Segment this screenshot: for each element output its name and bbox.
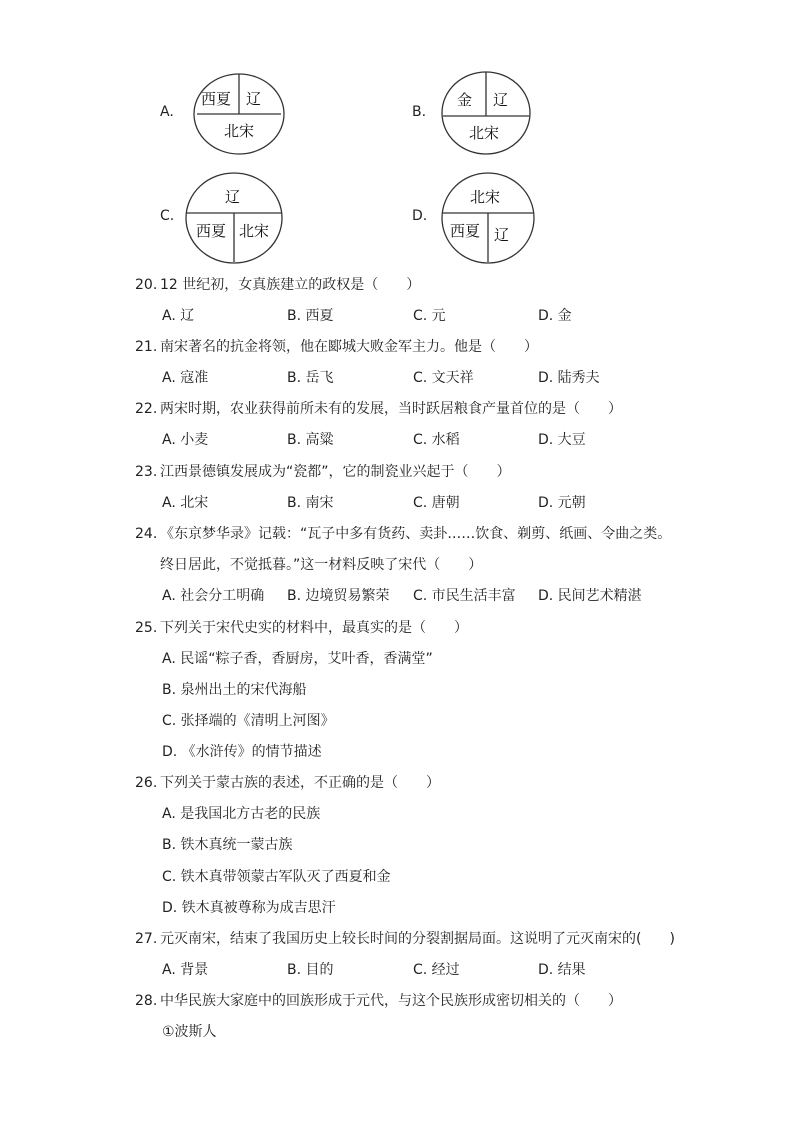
question-24-stem-cont: [160, 556, 482, 574]
question-number: 26.: [135, 775, 158, 791]
question-26-stem: [135, 774, 440, 792]
question-26-option-b[interactable]: B. 铁木真统一蒙古族: [162, 837, 293, 853]
question-25-stem: [135, 619, 468, 637]
diagram-d-circle: [438, 170, 538, 266]
option-d[interactable]: D. 金: [538, 308, 572, 324]
option-a[interactable]: A. 辽: [162, 308, 195, 324]
option-a[interactable]: A. 背景: [162, 962, 209, 978]
question-25-option-c[interactable]: C. 张择端的《清明上河图》: [162, 713, 335, 729]
diagram-option-c-letter: C.: [160, 208, 175, 224]
question-text-line-1: 《东京梦华录》记载：“瓦子中多有货药、卖卦……饮食、剃剪、纸画、令曲之类。: [160, 526, 672, 542]
question-text: 下列关于蒙古族的表述，不正确的是（ ）: [160, 775, 440, 791]
option-b[interactable]: B. 目的: [287, 962, 334, 978]
option-c[interactable]: C. 市民生活丰富: [413, 588, 516, 604]
option-a[interactable]: A. 小麦: [162, 432, 209, 448]
option-b[interactable]: B. 西夏: [287, 308, 334, 324]
option-a[interactable]: A. 社会分工明确: [162, 588, 265, 604]
question-26-option-c[interactable]: C. 铁木真带领蒙古军队灭了西夏和金: [162, 869, 391, 885]
question-25-option-a[interactable]: A. 民谣“粽子香，香厨房，艾叶香，香满堂”: [162, 651, 433, 667]
diagram-b-top-left: 金: [457, 91, 473, 109]
diagram-c-bottom-right: 北宋: [239, 222, 270, 240]
question-text: 下列关于宋代史实的材料中，最真实的是（ ）: [160, 620, 468, 636]
question-26-option-d[interactable]: D. 铁木真被尊称为成吉思汗: [162, 900, 336, 916]
diagram-b-bottom: 北宋: [469, 124, 500, 142]
question-25-option-d[interactable]: D. 《水浒传》的情节描述: [162, 744, 322, 760]
option-a[interactable]: A. 寇准: [162, 370, 209, 386]
question-22-stem: [135, 400, 622, 418]
option-c[interactable]: C. 文天祥: [413, 370, 474, 386]
option-c[interactable]: C. 水稻: [413, 432, 460, 448]
diagram-d-top: 北宋: [470, 188, 501, 206]
option-d[interactable]: D. 民间艺术精湛: [538, 588, 642, 604]
option-b[interactable]: B. 南宋: [287, 495, 334, 511]
option-b[interactable]: B. 岳飞: [287, 370, 334, 386]
question-text-line-2: 终日居此，不觉抵暮。”这一材料反映了宋代（ ）: [160, 557, 483, 573]
option-d[interactable]: D. 结果: [538, 962, 586, 978]
option-b[interactable]: B. 边境贸易繁荣: [287, 588, 390, 604]
question-27-stem: [135, 930, 675, 948]
question-23-stem: [135, 463, 511, 481]
option-c[interactable]: C. 唐朝: [413, 495, 460, 511]
diagram-a-top-left: 西夏: [201, 90, 232, 108]
diagram-c-circle: [182, 170, 286, 266]
diagram-a-circle: [189, 70, 289, 158]
option-d[interactable]: D. 陆秀夫: [538, 370, 600, 386]
question-number: 21.: [135, 339, 158, 355]
question-25-option-b[interactable]: B. 泉州出土的宋代海船: [162, 682, 307, 698]
diagram-a-bottom: 北宋: [224, 122, 255, 140]
question-21-stem: [135, 338, 538, 356]
diagram-a-top-right: 辽: [246, 90, 262, 108]
option-b[interactable]: B. 高粱: [287, 432, 334, 448]
diagram-b-top-right: 辽: [493, 91, 509, 109]
option-d[interactable]: D. 元朝: [538, 495, 586, 511]
question-number: 25.: [135, 620, 158, 636]
question-text: 南宋著名的抗金将领，他在郾城大败金军主力。他是（ ）: [160, 339, 538, 355]
question-text: 元灭南宋，结束了我国历史上较长时间的分裂割据局面。这说明了元灭南宋的( ): [160, 931, 675, 947]
diagram-b-circle: [438, 68, 534, 158]
question-28-stem: [135, 992, 622, 1010]
question-text: 中华民族大家庭中的回族形成于元代，与这个民族形成密切相关的（ ）: [160, 993, 622, 1009]
diagram-option-a-letter: A.: [160, 104, 174, 120]
option-c[interactable]: C. 经过: [413, 962, 460, 978]
question-number: 23.: [135, 464, 158, 480]
option-a[interactable]: A. 北宋: [162, 495, 209, 511]
option-d[interactable]: D. 大豆: [538, 432, 586, 448]
diagram-option-d-letter: D.: [412, 208, 428, 224]
question-number: 28.: [135, 993, 158, 1009]
question-number: 24.: [135, 526, 158, 542]
question-number: 27.: [135, 931, 158, 947]
question-26-option-a[interactable]: A. 是我国北方古老的民族: [162, 806, 321, 822]
diagram-c-bottom-left: 西夏: [196, 222, 227, 240]
question-number: 20.: [135, 277, 158, 293]
diagram-d-bottom-left: 西夏: [450, 222, 481, 240]
question-number: 22.: [135, 401, 158, 417]
diagram-d-bottom-right: 辽: [494, 226, 510, 244]
question-20-stem: [135, 276, 420, 294]
diagram-option-b-letter: B.: [412, 104, 427, 120]
diagram-c-top: 辽: [225, 188, 241, 206]
question-text: 两宋时期，农业获得前所未有的发展，当时跃居粮食产量首位的是（ ）: [160, 401, 622, 417]
question-24-stem: [135, 525, 671, 543]
question-28-item-1: ①波斯人: [162, 1024, 217, 1040]
question-text: 江西景德镇发展成为“瓷都”，它的制瓷业兴起于（ ）: [160, 464, 511, 480]
question-text: 12 世纪初，女真族建立的政权是（ ）: [160, 277, 421, 293]
option-c[interactable]: C. 元: [413, 308, 446, 324]
